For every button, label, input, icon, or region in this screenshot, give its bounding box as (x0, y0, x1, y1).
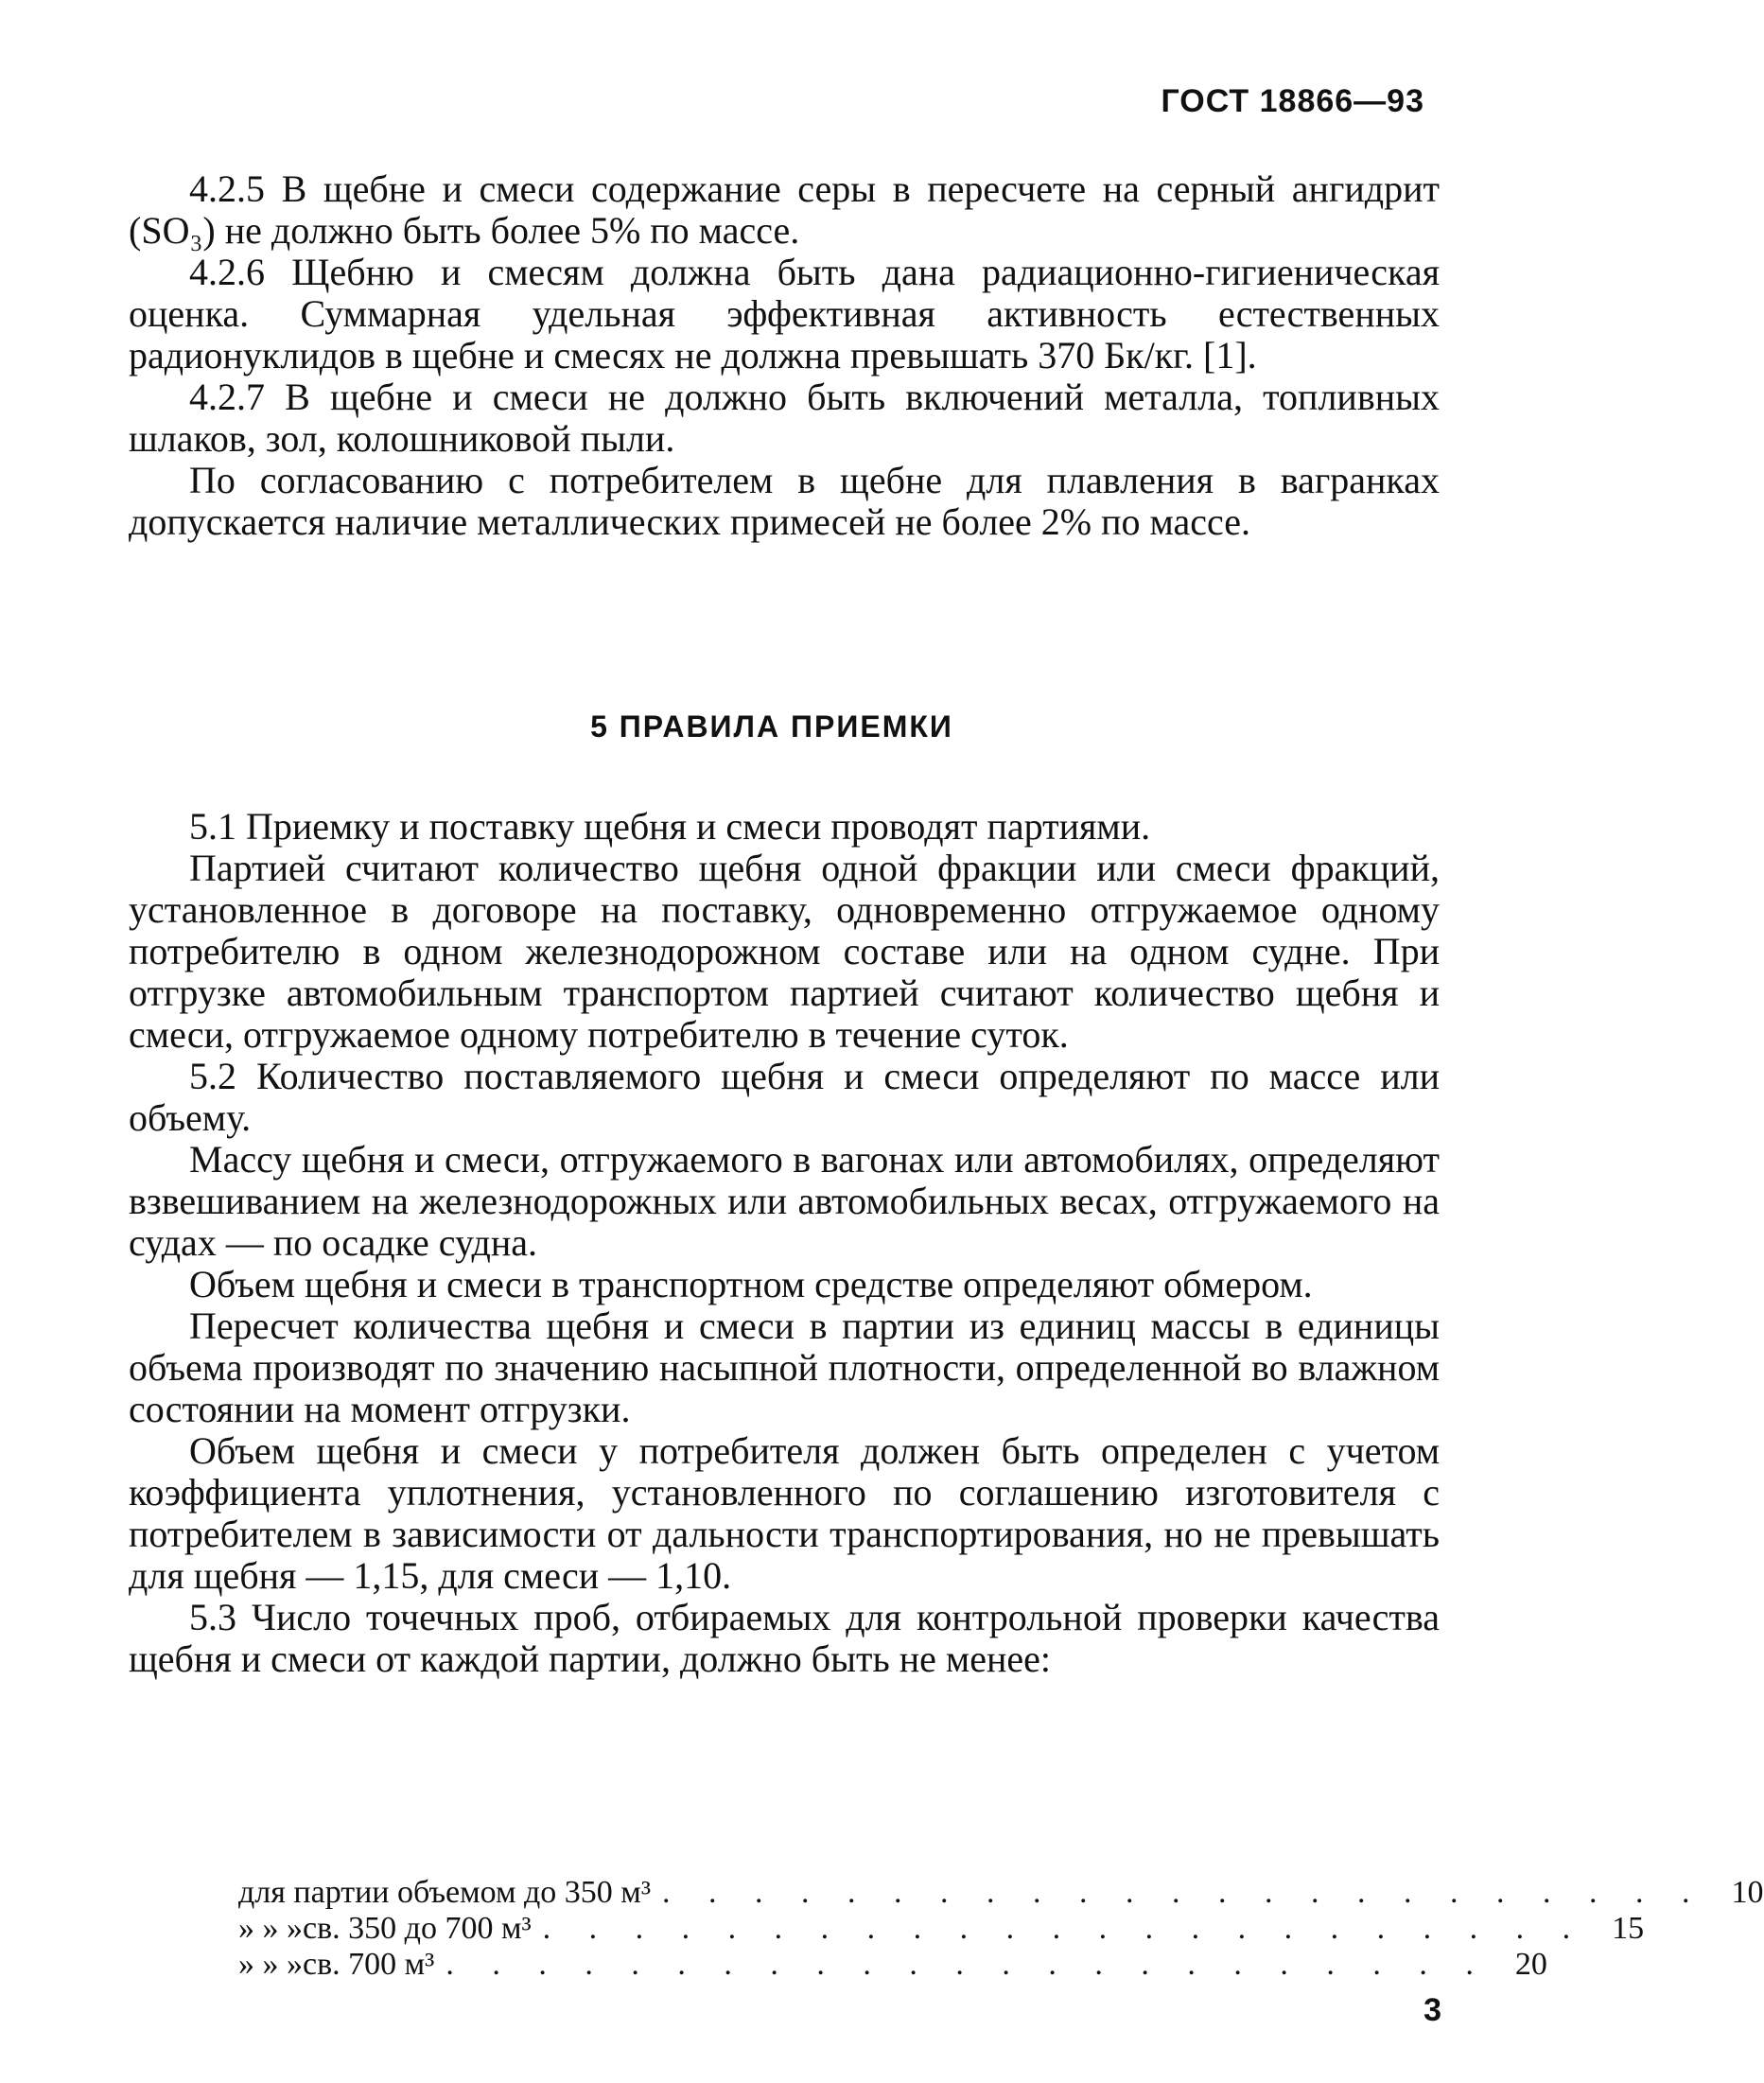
paragraph-4-2-6: 4.2.6 Щебню и смесям должна быть дана радиационно-гигиеническая оценка. Суммарная удельная эффективная активность естественных радионуклидов в щебне и смесях не должна превышать 370 Бк/кг. [1]. (129, 251, 1440, 376)
list-item-value: 10 (1731, 1875, 1764, 1910)
list-item-label: св. 700 м³ (303, 1947, 435, 1982)
leader-dots: . . . . . . . . . . . . . . . . . . . . . . . (662, 1875, 1705, 1910)
section-4-body (129, 168, 1440, 543)
list-item (238, 1875, 1764, 1911)
paragraph-volume-measurement: Объем щебня и смеси в транспортном средстве определяют обмером. (189, 1263, 1313, 1305)
paragraph-5-1: 5.1 Приемку и поставку щебня и смеси проводят партиями. (189, 805, 1151, 848)
list-item-label: для партии объемом до 350 м³ (238, 1875, 652, 1910)
ditto-marks: » » » (238, 1947, 303, 1982)
paragraph-mass-determination: Массу щебня и смеси, отгружаемого в вагонах или автомобилях, определяют взвешиванием на железнодорожных или автомобильных весах, отгружаемого на судах — по осадке судна. (129, 1138, 1440, 1264)
paragraph-4-2-7: 4.2.7 В щебне и смеси не должно быть включений металла, топливных шлаков, зол, колошниковой пыли. (129, 376, 1440, 460)
section-title: 5 ПРАВИЛА ПРИЕМКИ (590, 709, 953, 744)
paragraph-compaction-coefficient: Объем щебня и смеси у потребителя должен быть определен с учетом коэффициента уплотнения, установленного по соглашению изготовителя с потребителем в зависимости от дальности транспортирования, но не превышать для щебня — 1,15, для смеси — 1,10. (129, 1429, 1440, 1597)
section-5-body (129, 806, 1440, 1680)
sample-count-list (238, 1875, 1764, 1983)
paragraph-metal-impurities: По согласованию с потребителем в щебне для плавления в вагранках допускается наличие металлических примесей не более 2% по массе. (129, 459, 1440, 543)
list-item-label: св. 350 до 700 м³ (303, 1911, 532, 1946)
page-number: 3 (1423, 1992, 1441, 2028)
paragraph-4-2-5: 4.2.5 В щебне и смеси содержание серы в пересчете на серный ангидрит (SO₃) не должно быть более 5% по массе. (129, 167, 1440, 252)
list-item (238, 1947, 1547, 1983)
ditto-marks: » » » (238, 1911, 303, 1946)
paragraph-5-2: 5.2 Количество поставляемого щебня и смеси определяют по массе или объему. (129, 1055, 1440, 1139)
leader-dots: . . . . . . . . . . . . . . . . . . . . . . . (542, 1911, 1586, 1946)
paragraph-5-3: 5.3 Число точечных проб, отбираемых для контрольной проверки качества щебня и смеси от каждой партии, должно быть не менее: (129, 1596, 1440, 1680)
paragraph-unit-conversion: Пересчет количества щебня и смеси в партии из единиц массы в единицы объема производят по значению насыпной плотности, определенной во влажном состоянии на момент отгрузки. (129, 1304, 1440, 1430)
document-id-header: ГОСТ 18866—93 (1161, 83, 1424, 119)
paragraph-batch-definition: Партией считают количество щебня одной фракции или смеси фракций, установленное в договоре на поставку, одновременно отгружаемое одному потребителю в одном железнодорожном составе или на одном судне. При отгрузке автомобильным транспортом партией считают количество щебня и смеси, отгружаемое одному потребителю в течение суток. (129, 847, 1440, 1056)
list-item-value: 20 (1514, 1947, 1547, 1982)
list-item (238, 1911, 1645, 1947)
leader-dots: . . . . . . . . . . . . . . . . . . . . . . . (445, 1947, 1489, 1982)
list-item-value: 15 (1612, 1911, 1645, 1946)
